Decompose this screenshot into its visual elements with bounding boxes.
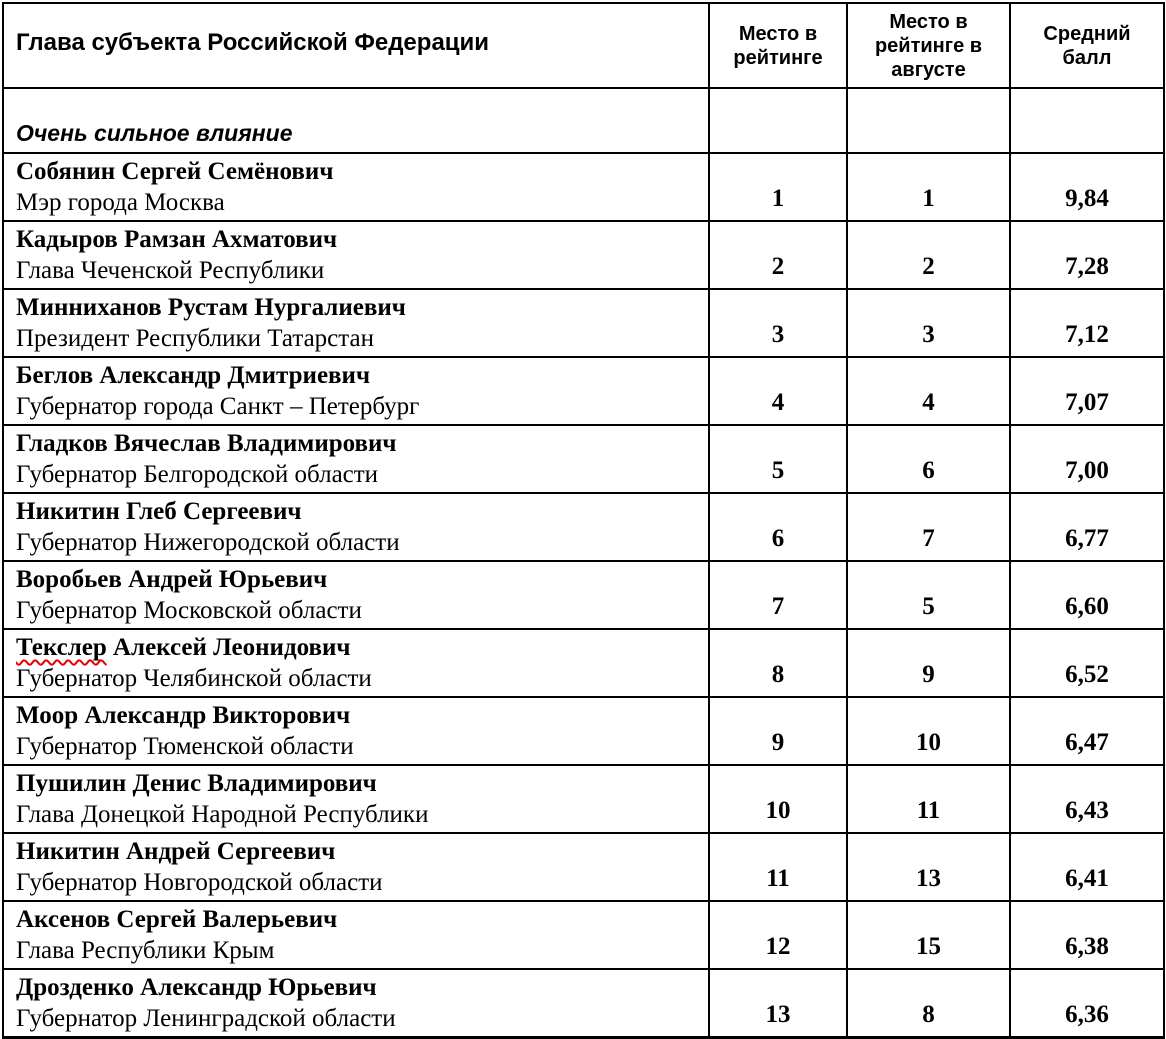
governor-position: Губернатор Челябинской области xyxy=(16,665,372,692)
table-header-row xyxy=(3,3,1164,88)
governor-position: Губернатор Тюменской области xyxy=(16,733,354,760)
governor-cell xyxy=(3,357,709,425)
governor-name: Никитин Андрей Сергеевич xyxy=(16,838,336,865)
governor-position: Губернатор Нижегородской области xyxy=(16,529,400,556)
governor-name: Собянин Сергей Семёнович xyxy=(16,158,334,185)
governor-name-rest: Алексей Леонидович xyxy=(112,634,351,661)
rank-august: 8 xyxy=(847,969,1010,1038)
governor-position: Глава Чеченской Республики xyxy=(16,257,325,284)
governor-cell xyxy=(3,901,709,969)
column-header-governor: Глава субъекта Российской Федерации xyxy=(3,3,709,88)
average-score: 6,47 xyxy=(1010,697,1164,765)
governor-name: Пушилин Денис Владимирович xyxy=(16,770,377,797)
table-row xyxy=(3,561,1164,629)
empty-cell xyxy=(709,88,847,153)
governor-cell xyxy=(3,493,709,561)
table-row xyxy=(3,493,1164,561)
table-row xyxy=(3,425,1164,493)
rank-current: 8 xyxy=(709,629,847,697)
rank-august: 13 xyxy=(847,833,1010,901)
table-row xyxy=(3,969,1164,1038)
table-row xyxy=(3,765,1164,833)
governor-name: Минниханов Рустам Нургалиевич xyxy=(16,294,406,321)
governor-cell xyxy=(3,765,709,833)
average-score: 6,60 xyxy=(1010,561,1164,629)
rank-current: 2 xyxy=(709,221,847,289)
governor-name xyxy=(16,632,700,663)
average-score: 7,28 xyxy=(1010,221,1164,289)
rank-august: 2 xyxy=(847,221,1010,289)
rank-current: 7 xyxy=(709,561,847,629)
table-row xyxy=(3,901,1164,969)
rank-august: 7 xyxy=(847,493,1010,561)
rank-current: 10 xyxy=(709,765,847,833)
average-score: 6,36 xyxy=(1010,969,1164,1038)
rank-current: 1 xyxy=(709,153,847,221)
average-score: 9,84 xyxy=(1010,153,1164,221)
rank-august: 3 xyxy=(847,289,1010,357)
empty-cell xyxy=(847,88,1010,153)
governor-cell xyxy=(3,629,709,697)
rank-august: 4 xyxy=(847,357,1010,425)
governor-position: Мэр города Москва xyxy=(16,189,225,216)
governor-cell xyxy=(3,697,709,765)
rank-august: 1 xyxy=(847,153,1010,221)
average-score: 7,12 xyxy=(1010,289,1164,357)
rank-current: 4 xyxy=(709,357,847,425)
governor-cell xyxy=(3,221,709,289)
governor-cell xyxy=(3,425,709,493)
spellchecked-word: Текслер xyxy=(16,634,107,661)
table-row xyxy=(3,221,1164,289)
average-score: 6,43 xyxy=(1010,765,1164,833)
table-row xyxy=(3,833,1164,901)
rank-current: 12 xyxy=(709,901,847,969)
governor-name: Дрозденко Александр Юрьевич xyxy=(16,974,377,1001)
section-title-very-strong-influence: Очень сильное влияние xyxy=(3,88,709,153)
governor-name: Никитин Глеб Сергеевич xyxy=(16,498,302,525)
rank-august: 10 xyxy=(847,697,1010,765)
table-row xyxy=(3,697,1164,765)
governor-position: Президент Республики Татарстан xyxy=(16,325,374,352)
rank-august: 15 xyxy=(847,901,1010,969)
column-header-average-score: Средний балл xyxy=(1010,3,1164,88)
governor-position: Глава Республики Крым xyxy=(16,937,275,964)
section-row xyxy=(3,88,1164,153)
rank-current: 9 xyxy=(709,697,847,765)
governor-position: Губернатор Новгородской области xyxy=(16,869,383,896)
table-row xyxy=(3,289,1164,357)
table-row xyxy=(3,153,1164,221)
governor-name: Моор Александр Викторович xyxy=(16,702,351,729)
governor-cell xyxy=(3,833,709,901)
rank-current: 13 xyxy=(709,969,847,1038)
table-row xyxy=(3,629,1164,697)
average-score: 6,77 xyxy=(1010,493,1164,561)
average-score: 6,41 xyxy=(1010,833,1164,901)
governor-position: Губернатор Московской области xyxy=(16,597,362,624)
governor-cell xyxy=(3,561,709,629)
average-score: 7,07 xyxy=(1010,357,1164,425)
governor-cell xyxy=(3,289,709,357)
average-score: 6,38 xyxy=(1010,901,1164,969)
rank-current: 3 xyxy=(709,289,847,357)
column-header-rank: Место в рейтинге xyxy=(709,3,847,88)
governor-position: Губернатор Белгородской области xyxy=(16,461,379,488)
governor-cell xyxy=(3,969,709,1038)
table-row xyxy=(3,357,1164,425)
average-score: 6,52 xyxy=(1010,629,1164,697)
column-header-rank-august: Место в рейтинге в августе xyxy=(847,3,1010,88)
rank-august: 5 xyxy=(847,561,1010,629)
empty-cell xyxy=(1010,88,1164,153)
governor-name: Аксенов Сергей Валерьевич xyxy=(16,906,338,933)
governor-position: Губернатор Ленинградской области xyxy=(16,1005,396,1032)
governor-cell xyxy=(3,153,709,221)
governors-rating-table xyxy=(2,2,1165,1039)
governor-position: Глава Донецкой Народной Республики xyxy=(16,801,429,828)
governor-name: Беглов Александр Дмитриевич xyxy=(16,362,371,389)
rank-august: 11 xyxy=(847,765,1010,833)
rank-current: 11 xyxy=(709,833,847,901)
rank-current: 6 xyxy=(709,493,847,561)
governor-name: Кадыров Рамзан Ахматович xyxy=(16,226,338,253)
governor-position: Губернатор города Санкт – Петербург xyxy=(16,393,420,420)
governor-name: Воробьев Андрей Юрьевич xyxy=(16,566,328,593)
rank-august: 6 xyxy=(847,425,1010,493)
average-score: 7,00 xyxy=(1010,425,1164,493)
rank-current: 5 xyxy=(709,425,847,493)
governor-name: Гладков Вячеслав Владимирович xyxy=(16,430,397,457)
rank-august: 9 xyxy=(847,629,1010,697)
